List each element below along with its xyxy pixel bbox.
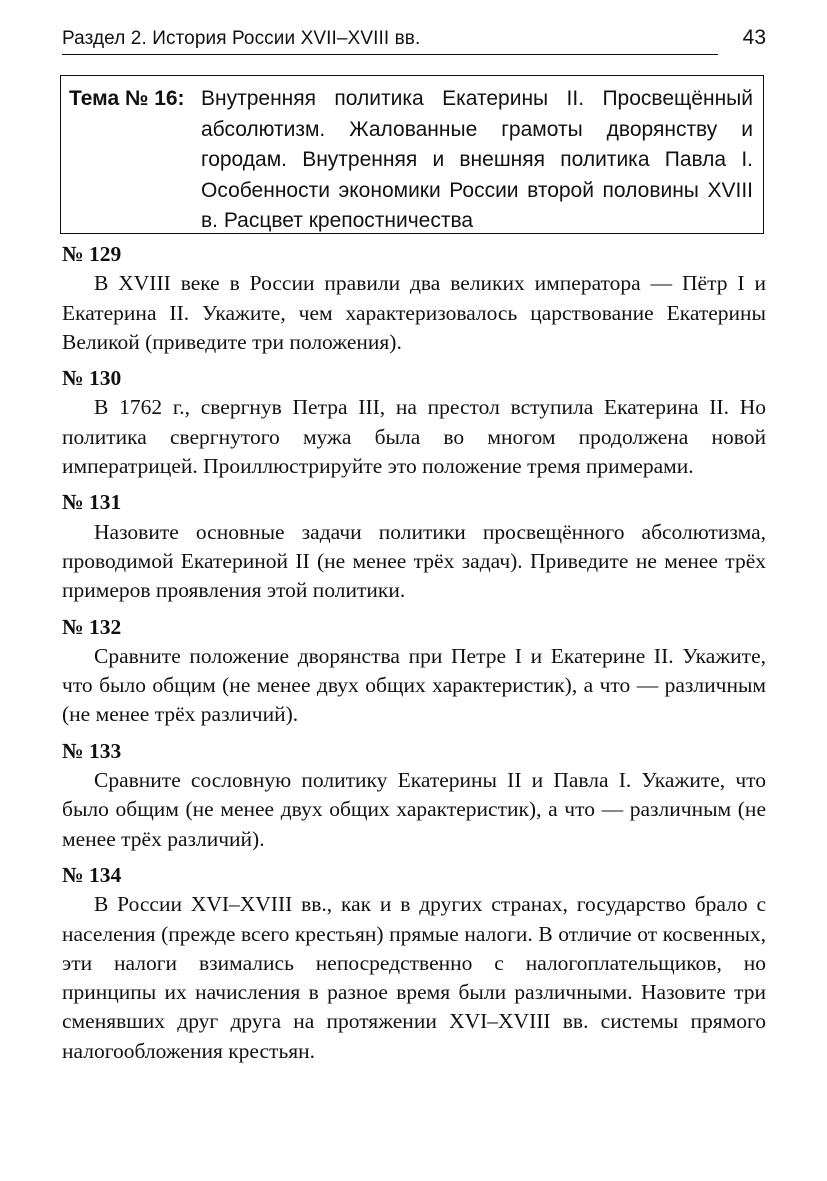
topic-box bbox=[60, 75, 764, 234]
header-rule bbox=[62, 54, 718, 55]
task-text: В России XVI–XVIII вв., как и в других странах, государство брало с населения (прежде всего крестьян) прямые налоги. В отличие от косвенных, эти налоги взимались непосредственно с налогоплательщиков, но принципы их начисления в разное время были различными. Назовите три сменявших друг друга на протяжении XVI–XVIII вв. системы прямого налогообложения крестьян. bbox=[62, 892, 766, 1063]
task-number: № 131 bbox=[62, 490, 122, 515]
task-134 bbox=[62, 861, 766, 1066]
task-text: Сравните положение дворянства при Петре I и Екатерине II. Укажите, что было общим (не менее двух общих характеристик), а что — различным (не менее трёх различий). bbox=[62, 643, 766, 727]
task-133 bbox=[62, 737, 766, 854]
task-130 bbox=[62, 364, 766, 481]
task-number: № 133 bbox=[62, 738, 122, 763]
task-list bbox=[62, 240, 766, 1073]
task-text: Назовите основные задачи политики просвещённого абсолютизма, проводимой Екатериной II (не менее трёх задач). Приведите не менее трёх примеров проявления этой политики. bbox=[62, 519, 766, 603]
task-text: Сравните сословную политику Екатерины II и Павла I. Укажите, что было общим (не менее двух общих характеристик), а что — различным (не менее трёх различий). bbox=[62, 768, 766, 851]
task-number: № 129 bbox=[62, 242, 122, 266]
task-132 bbox=[62, 613, 766, 730]
page-header bbox=[62, 22, 766, 58]
task-number: № 130 bbox=[62, 366, 122, 391]
topic-title: Внутренняя политика Екатерины II. Просвещённый абсолютизм. Жалованные грамоты дворянству и городам. Внутренняя и внешняя политика Павла I. Особенности экономики России второй половины XVIII в. Расцвет крепостничества bbox=[201, 87, 753, 232]
task-129 bbox=[62, 240, 766, 357]
task-number: № 132 bbox=[62, 614, 122, 639]
section-title: Раздел 2. История России XVII–XVIII вв. bbox=[62, 28, 421, 49]
task-131 bbox=[62, 488, 766, 605]
task-text: В XVIII веке в России правили два великих императора — Пётр I и Екатерина II. Укажите, чем характеризовалось царствование Екатерины Великой (приведите три положения). bbox=[62, 271, 766, 354]
page-number: 43 bbox=[742, 26, 766, 49]
topic-label: Тема № 16: bbox=[69, 87, 185, 110]
task-text: В 1762 г., свергнув Петра III, на престол вступила Екатерина II. Но политика свергнутого мужа была во многом продолжена новой императрицей. Проиллюстрируйте это положение тремя примерами. bbox=[62, 395, 766, 479]
task-number: № 134 bbox=[62, 862, 122, 887]
